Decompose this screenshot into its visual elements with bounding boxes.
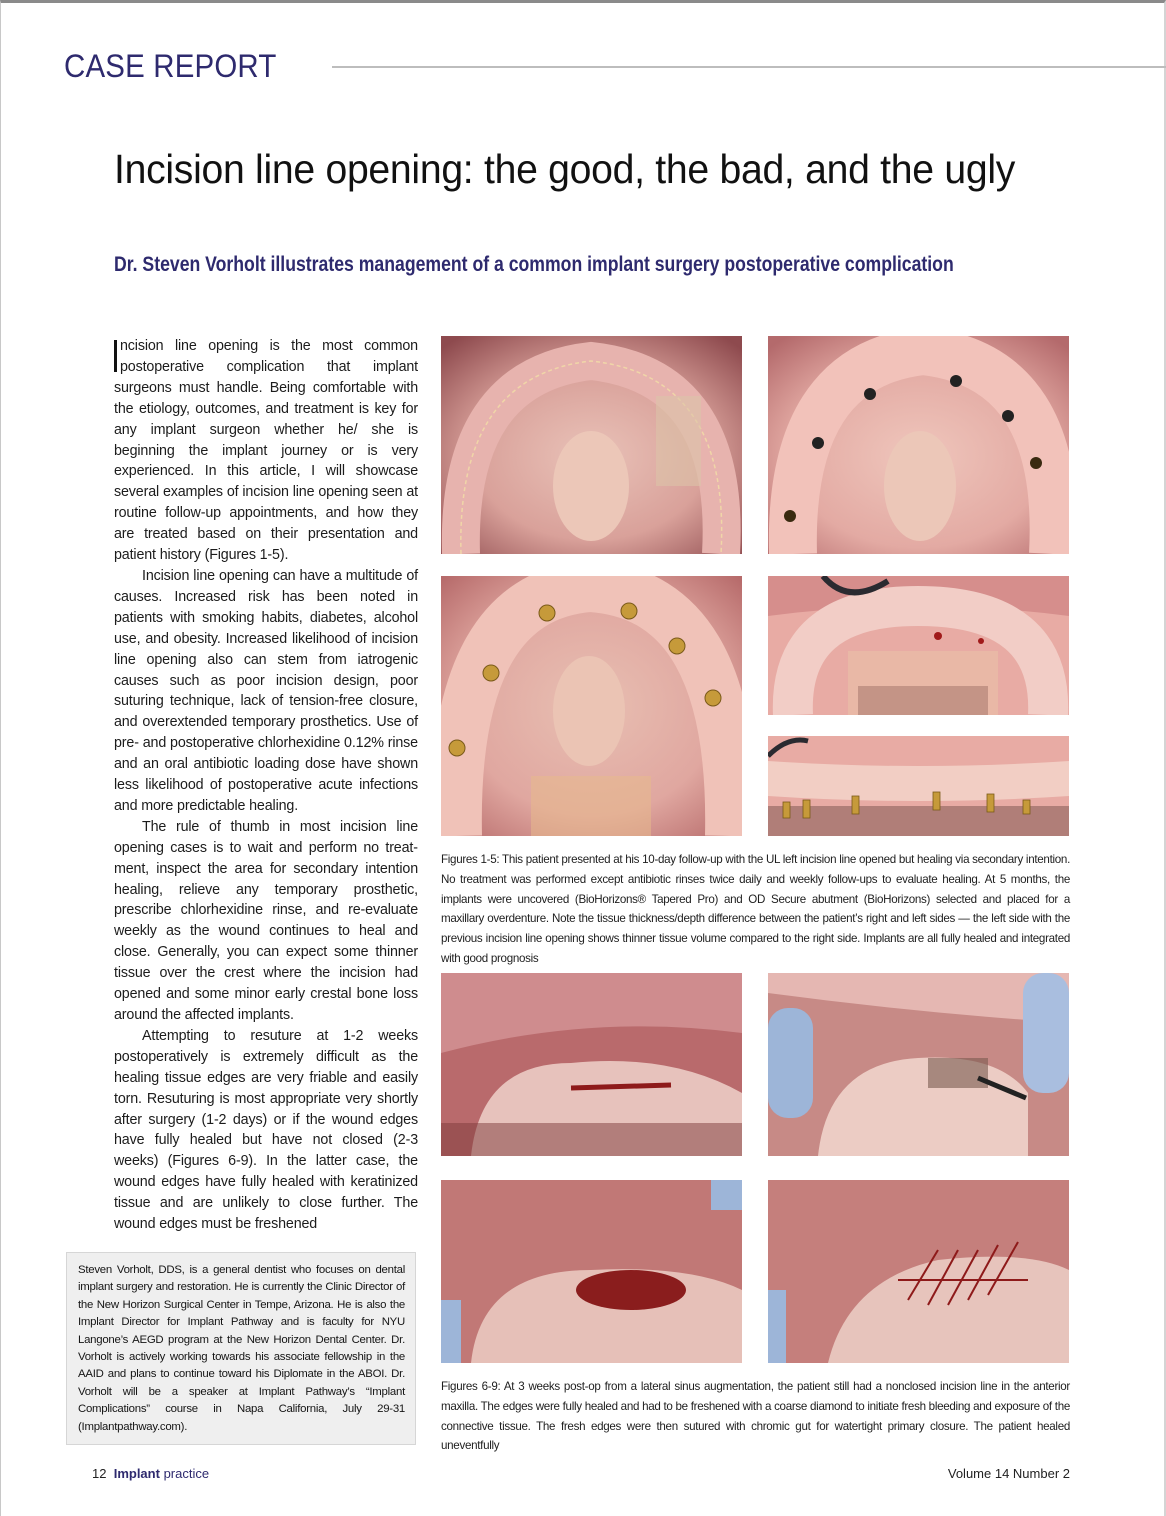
section-divider [332, 66, 1166, 68]
body-column [114, 336, 418, 1235]
section-label: CASE REPORT [64, 48, 277, 84]
figure-2 [768, 336, 1069, 554]
figure-6 [441, 973, 742, 1156]
publication-brand-suffix: practice [163, 1466, 210, 1481]
footer-publication [92, 1466, 209, 1481]
figure-1 [441, 336, 742, 554]
publication-brand: Implant [113, 1466, 160, 1481]
figure-9 [768, 1180, 1069, 1363]
figure-4 [768, 576, 1069, 715]
figure-7 [768, 973, 1069, 1156]
figure-caption-6-9: Figures 6-9: At 3 weeks post-op from a lateral sinus augmentation, the patient still had a nonclosed incision line in the anterior maxilla. The edges were fully healed and had to be freshened with a coarse diamond to initiate fresh bleeding and exposure of the connective tissue. The fresh edges were then sutured with chromic gut for watertight primary closure. The patient healed uneventfully [441, 1380, 1070, 1453]
body-paragraph-2: Incision line opening can have a multitude of causes. Increased risk has been noted in patients with smoking habits, diabetes, alcohol use, and obesity. Increased likelihood of incision line opening also can stem from iatrogenic causes such as poor incision design, poor suturing technique, lack of tension-free closure, and overextended temporary prosthetics. Use of pre- and postoperative chlorhexidine 0.12% rinse and an oral antibiotic loading dose have shown less likelihood of postoperative acute infections and more predictable healing. [114, 567, 418, 814]
figure-caption-1-5: Figures 1-5: This patient presented at his 10-day follow-up with the UL left incision line opened but healing via secondary intention. No treatment was performed except antibiotic rinses twice daily and weekly follow-ups to evaluate healing. At 5 months, the implants were uncovered (BioHorizons® Tapered Pro) and OD Secure abutment (BioHorizons) selected and placed for a maxillary overdenture. Note the tissue thickness/depth difference between the patient’s right and left sides — the left side with the previous incision line opening shows thinner tissue volume compared to the right side. Implants are all fully healed and integrated with good prognosis [441, 853, 1070, 965]
figure-8 [441, 1180, 742, 1363]
footer-issue: Volume 14 Number 2 [947, 1466, 1070, 1481]
page-number: 12 [92, 1466, 107, 1481]
dropcap-bar [114, 340, 117, 372]
article-title: Incision line opening: the good, the bad, and the ugly [114, 146, 1016, 192]
body-paragraph-1: ncision line opening is the most common postoperative complication that implant surgeons must handle. Being comfortable with the etiology, outcomes, and treatment is key for any implant surgeon whether he/ she is beginning the implant journey or is very experienced. In this article, I will showcase several examples of incision line opening seen at routine follow-up appointments, and how they are treated based on their presentation and patient history (Figures 1-5). [114, 338, 418, 564]
figure-5 [768, 736, 1069, 836]
body-paragraph-3: The rule of thumb in most incision line opening cases is to wait and perform no treatment, inspect the area for secondary intention healing, relieve any temporary prosthetic, prescribe chlorhexidine rinse, and re-evaluate weekly as the wound continues to heal and close. Generally, you can expect some thinner tissue over the crest where the incision had opened and some minor early crestal bone loss around the affected implants. [114, 818, 418, 1023]
figure-3 [441, 576, 742, 836]
body-paragraph-4: Attempting to resuture at 1-2 weeks postoperatively is extremely difficult as the healing tissue edges are very friable and easily torn. Resuturing is most appropriate very shortly after surgery (1-2 days) or if the wound edges have fully healed but have not closed (2-3 weeks) (Figures 6-9). In the latter case, the wound edges have fully healed with keratinized tissue and are unlikely to close further. The wound edges must be freshened [114, 1027, 418, 1233]
author-bio-text: Steven Vorholt, DDS, is a general dentist who focuses on dental implant surgery and restoration. He is currently the Clinic Director of the New Horizon Surgical Center in Tempe, Arizona. He is also the Implant Director for Implant Pathway and is faculty for NYU Langone’s AEGD program at the New Horizon Dental Center. Dr. Vorholt is actively working towards his associate fellowship in the AAID and plans to continue toward his Diplomate in the ABOI. Dr. Vorholt will be a speaker at Implant Pathway’s “Implant Complications” course in Napa California, July 29-31 (Implantpathway.com). [78, 1264, 405, 1433]
article-subtitle: Dr. Steven Vorholt illustrates management of a common implant surgery postoperative complication [114, 253, 954, 276]
author-bio-box [66, 1252, 416, 1445]
